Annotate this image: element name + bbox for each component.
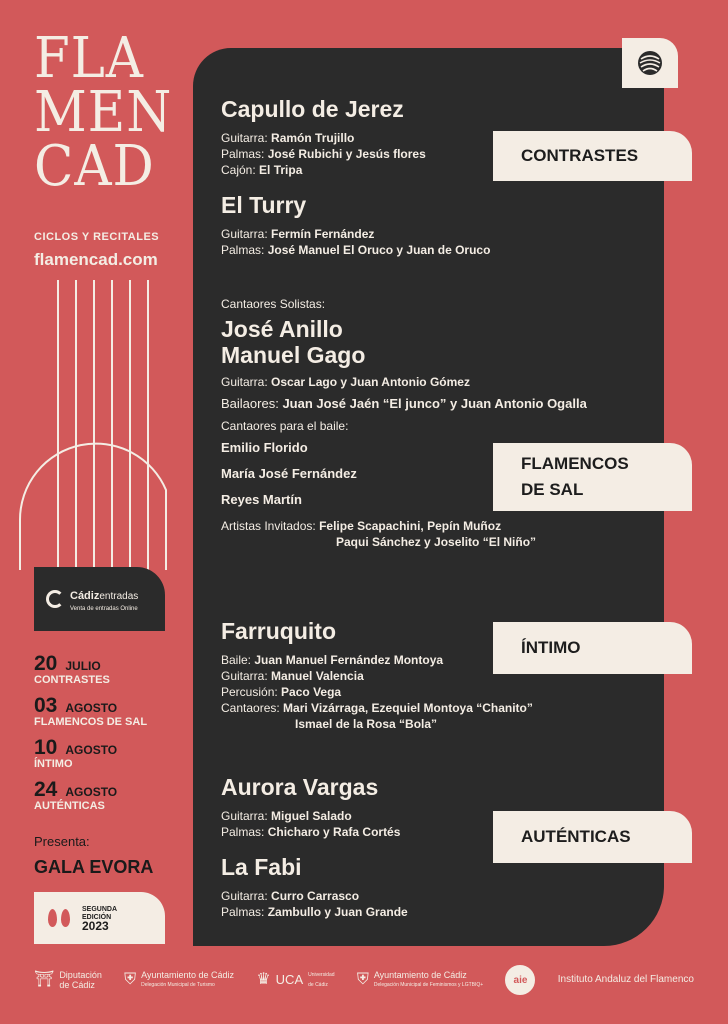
artist-block [221, 96, 426, 178]
uca-icon: ♛ [256, 971, 271, 988]
sponsor-text: UCA [275, 972, 304, 987]
credit-label: Guitarra: [221, 809, 268, 823]
cadiz-c-icon [46, 590, 64, 608]
sponsor-text: de Cádiz [59, 980, 95, 990]
tickets-brand-bold: Cádiz [70, 590, 100, 602]
artist-name: El Turry [221, 192, 307, 218]
cadiz-entradas-logo[interactable] [34, 567, 165, 631]
date-item [34, 694, 147, 728]
cycle-tab-line: FLAMENCOS [521, 454, 629, 473]
credit-value: Curro Carrasco [271, 889, 360, 903]
date-month: AGOSTO [65, 785, 118, 799]
credit-value: Miguel Salado [271, 809, 352, 823]
artist-name: Farruquito [221, 618, 336, 644]
credit-label: Cajón: [221, 163, 256, 177]
credit-value: Manuel Valencia [271, 669, 364, 683]
sponsor-uca[interactable] [256, 970, 334, 990]
tickets-text [70, 586, 138, 612]
date-cycle: AUTÉNTICAS [34, 800, 105, 812]
guitar-illustration [16, 270, 176, 570]
city-shield-icon: ⛨ [356, 971, 369, 988]
credit-value: José Rubichi y Jesús flores [267, 147, 426, 161]
sponsor-subtext: Delegación Municipal de Turismo [141, 982, 215, 988]
sponsor-text: Diputación [59, 970, 102, 980]
date-cycle: CONTRASTES [34, 674, 110, 686]
date-month: JULIO [65, 659, 101, 673]
title-line: CAD [34, 134, 155, 199]
date-day: 24 [34, 778, 58, 801]
credit-value: El Tripa [259, 163, 303, 177]
sponsor-ayuntamiento-feminismos[interactable] [357, 970, 483, 990]
edition-badge [34, 892, 165, 944]
date-day: 20 [34, 652, 58, 675]
credit-value: José Manuel El Oruco y Juan de Oruco [267, 243, 491, 257]
tickets-brand-light: entradas [99, 591, 139, 602]
tickets-tagline: Venta de entradas Online [70, 606, 138, 612]
sponsor-text: Ayuntamiento de Cádiz [141, 970, 235, 980]
credit-value: Ramón Trujillo [271, 131, 355, 145]
credit-label: Artistas Invitados: [221, 519, 316, 533]
edition-year: 2023 [82, 919, 109, 933]
sponsor-subtext: Universidad [308, 972, 335, 978]
credit-label: Baile: [221, 653, 252, 667]
baile-label: Cantaores para el baile: [221, 419, 349, 433]
date-cycle: ÍNTIMO [34, 758, 73, 770]
title-line: MEN [34, 80, 173, 145]
credit-value: Paco Vega [281, 685, 342, 699]
credit-label: Guitarra: [221, 375, 268, 389]
credit-value: Fermín Fernández [271, 227, 375, 241]
credit-label: Guitarra: [221, 131, 268, 145]
edition-line2: EDICIÓN [82, 914, 112, 921]
guitar-soundhole [20, 444, 166, 570]
sal-block [221, 296, 587, 550]
artist-block [221, 192, 490, 258]
festival-subtitle: CICLOS Y RECITALES [34, 231, 160, 243]
cycle-tab-autenticas: AUTÉNTICAS [493, 811, 692, 863]
credit-label: Guitarra: [221, 669, 268, 683]
artist-name: Aurora Vargas [221, 774, 379, 800]
credit-label: Bailaores: [221, 396, 279, 411]
festival-emblem-icon [637, 50, 663, 76]
sponsors-footer [34, 960, 694, 1000]
website-link[interactable]: flamencad.com [34, 250, 158, 269]
credit-label: Palmas: [221, 905, 265, 919]
credit-value: Zambullo y Juan Grande [267, 905, 408, 919]
credit-value: Juan José Jaén “El junco” y Juan Antonio Ogalla [282, 396, 587, 411]
sponsor-diputacion[interactable] [34, 970, 102, 990]
artist-name: La Fabi [221, 854, 302, 880]
sponsor-ayuntamiento-turismo[interactable] [124, 970, 234, 990]
date-item [34, 652, 147, 686]
date-item [34, 778, 147, 812]
credit-label: Guitarra: [221, 227, 268, 241]
aie-logo[interactable]: aie [505, 965, 535, 995]
artist-name: Manuel Gago [221, 342, 366, 368]
cycle-tab-flamencos-de-sal [493, 443, 692, 511]
cycle-tab-contrastes: CONTRASTES [493, 131, 692, 181]
credit-value: Felipe Scapachini, Pepín Muñoz [319, 519, 502, 533]
date-month: AGOSTO [65, 701, 118, 715]
title-line: FLA [34, 26, 144, 91]
credit-value: Juan Manuel Fernández Montoya [254, 653, 444, 667]
credit-value: Oscar Lago y Juan Antonio Gómez [271, 375, 470, 389]
credit-label: Cantaores: [221, 701, 280, 715]
dates-list [34, 652, 147, 820]
artist-block [221, 618, 533, 732]
credit-label: Palmas: [221, 825, 265, 839]
credit-label: Palmas: [221, 243, 265, 257]
credit-label: Percusión: [221, 685, 278, 699]
credit-value: Ismael de la Rosa “Bola” [295, 717, 438, 731]
drops-icon [48, 909, 70, 927]
festival-title [34, 26, 173, 199]
date-cycle: FLAMENCOS DE SAL [34, 716, 148, 728]
sponsor-subtext: Delegación Municipal de Feminismos y LGTBIQ+ [373, 982, 484, 988]
date-day: 10 [34, 736, 58, 759]
sponsor-text: Ayuntamiento de Cádiz [373, 970, 467, 980]
singer-name: Emilio Florido [221, 440, 308, 455]
singer-name: María José Fernández [221, 466, 357, 481]
cycle-tab-line: DE SAL [521, 480, 584, 499]
sponsor-subtext: de Cádiz [308, 982, 328, 988]
singer-name: Reyes Martín [221, 492, 302, 507]
solistas-label: Cantaores Solistas: [221, 297, 326, 311]
sponsor-instituto[interactable]: Instituto Andaluz del Flamenco [557, 974, 694, 985]
presenta-label: Presenta: [34, 834, 90, 849]
artist-block [221, 854, 408, 920]
date-item [34, 736, 147, 770]
date-month: AGOSTO [65, 743, 118, 757]
credit-label: Palmas: [221, 147, 265, 161]
artist-name: Capullo de Jerez [221, 96, 404, 122]
credit-value: Paqui Sánchez y Joselito “El Niño” [336, 535, 537, 549]
city-shield-icon: ⛨ [124, 971, 137, 988]
artist-name: José Anillo [221, 316, 343, 342]
credit-value: Chicharo y Rafa Cortés [267, 825, 401, 839]
festival-logo-tab [622, 38, 678, 88]
diputacion-icon: ⛩ [34, 971, 55, 988]
artist-block [221, 774, 400, 840]
credit-value: Mari Vizárraga, Ezequiel Montoya “Chanito” [283, 701, 533, 715]
credit-label: Guitarra: [221, 889, 268, 903]
date-day: 03 [34, 694, 58, 717]
edition-line1: SEGUNDA [82, 906, 118, 913]
presenter-name: GALA EVORA [34, 857, 154, 877]
cycle-tab-intimo: ÍNTIMO [493, 622, 692, 674]
